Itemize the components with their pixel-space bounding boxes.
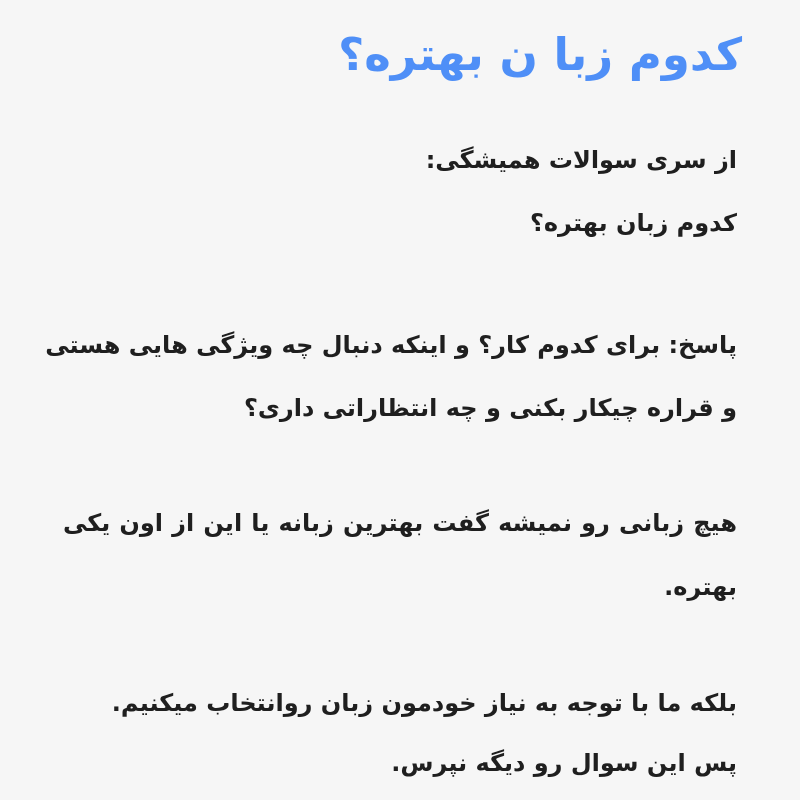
post-line-intro: از سری سوالات همیشگی: bbox=[425, 146, 737, 174]
post-line-no-best-2: بهتره. bbox=[664, 573, 737, 601]
post-line-answer-1: پاسخ: برای کدوم کار؟ و اینکه دنبال چه ویژگی هایی هستی bbox=[45, 331, 737, 359]
post-line-no-best-1: هیچ زبانی رو نمیشه گفت بهترین زبانه یا این از اون یکی bbox=[63, 509, 737, 537]
post-line-dont-ask: پس این سوال رو دیگه نپرس. bbox=[391, 749, 737, 777]
post-line-answer-2: و قراره چیکار بکنی و چه انتظاراتی داری؟ bbox=[244, 394, 737, 422]
post-title: کدوم زبا ن بهتره؟ bbox=[338, 28, 742, 81]
post-line-question: کدوم زبان بهتره؟ bbox=[529, 209, 737, 237]
post-line-choose-by-need: بلکه ما با توجه به نیاز خودمون زبان روانتخاب میکنیم. bbox=[111, 689, 737, 717]
